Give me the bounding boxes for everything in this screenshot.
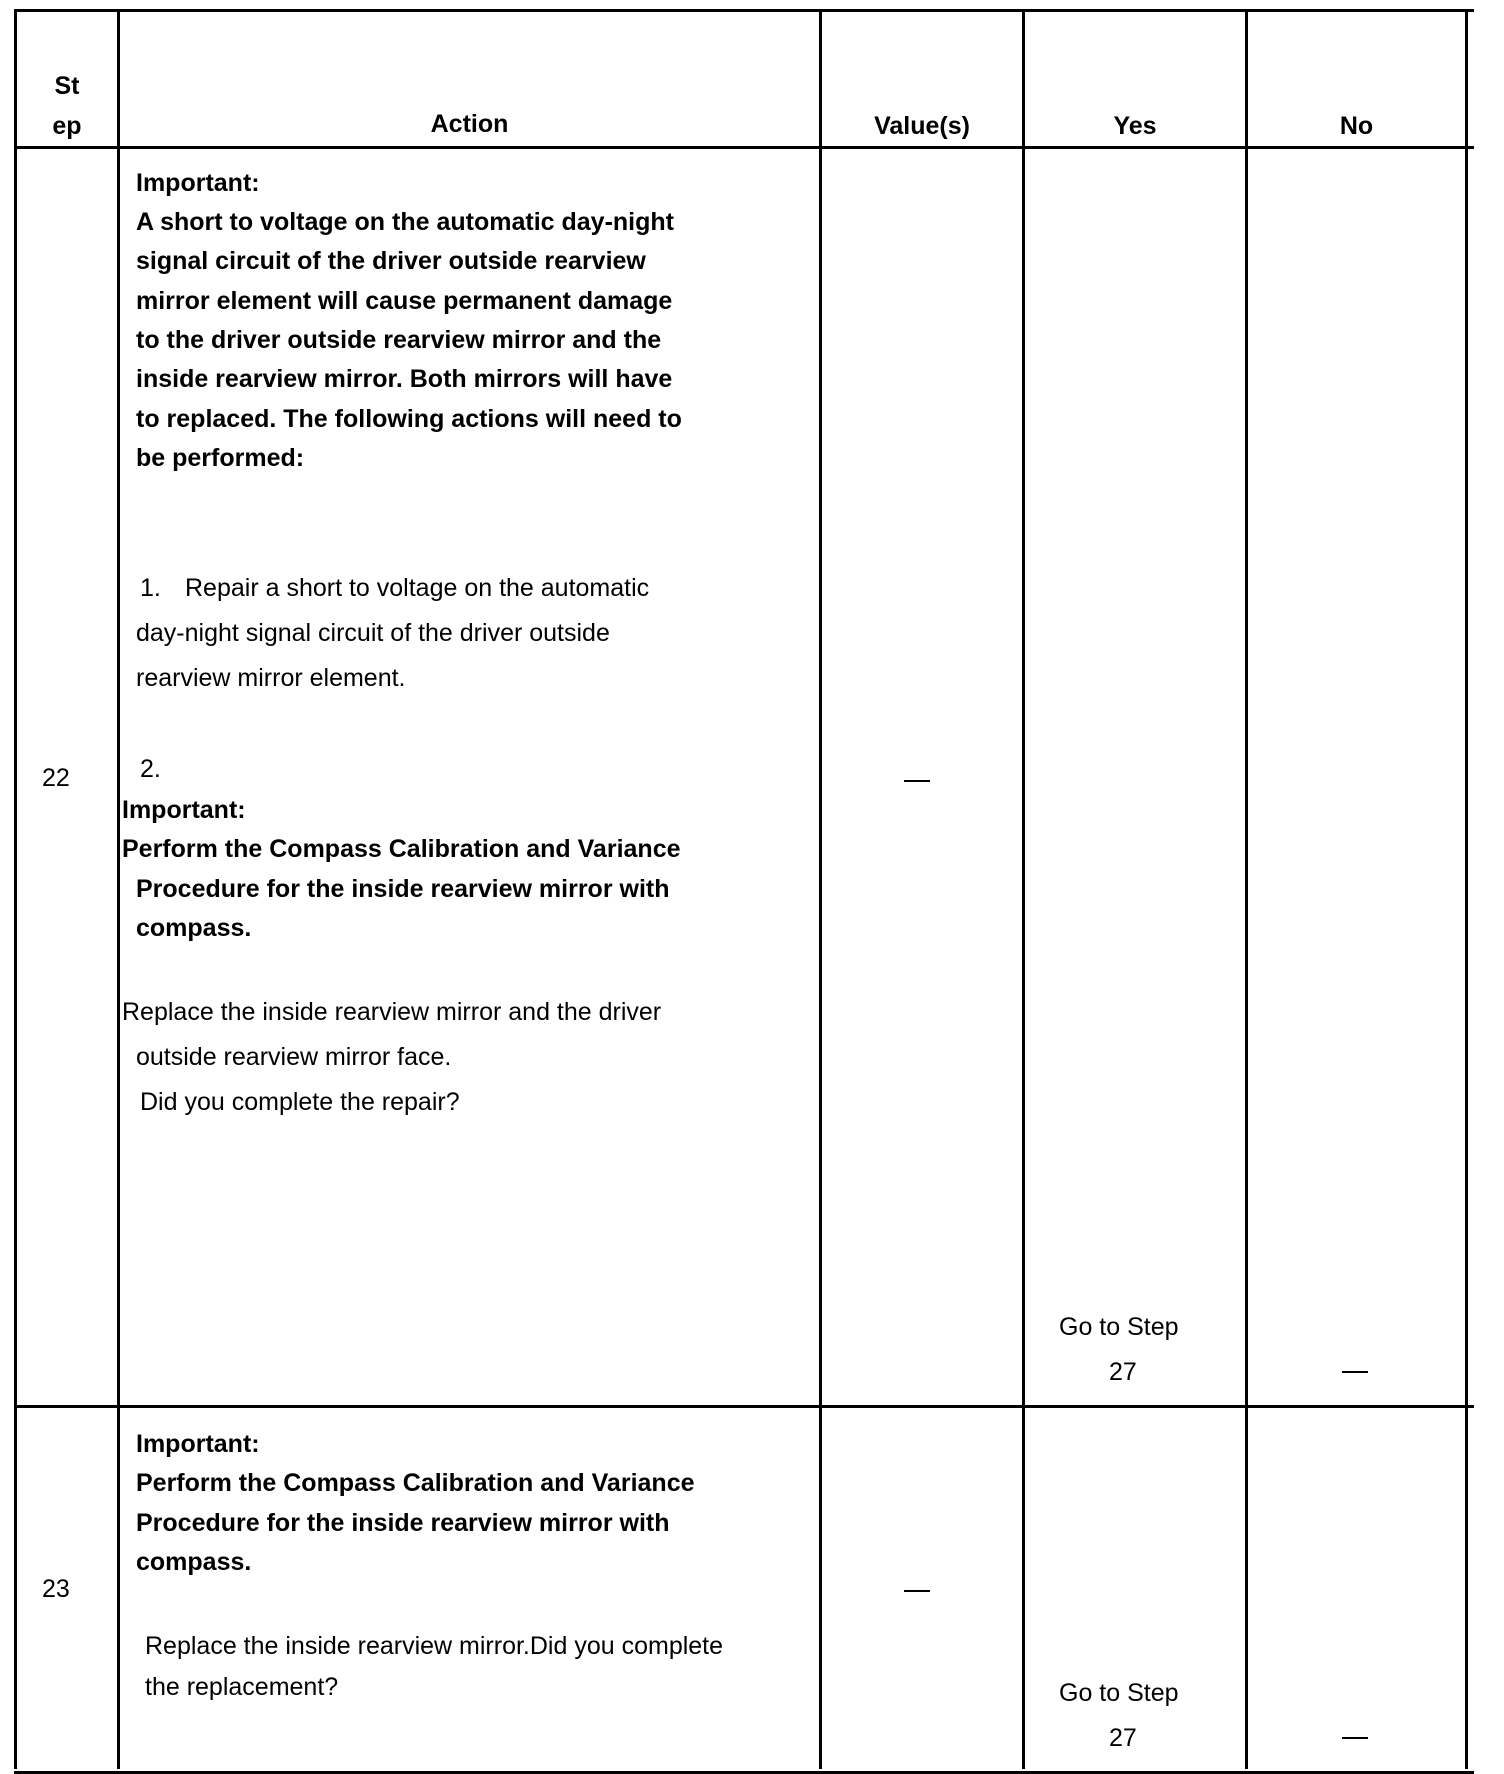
important-label: Important: [122,796,246,824]
question-line: the replacement? [145,1673,339,1701]
table-left-border [14,9,17,1769]
action-text-line: Replace the inside rearview mirror and the driver [122,998,662,1026]
action-text-line: outside rearview mirror face. [136,1043,452,1071]
column-divider-step [117,9,120,1769]
action-text-line: Replace the inside rearview mirror.Did you complete [145,1632,724,1660]
table-right-border [1465,9,1468,1769]
yes-goto-line1: Go to Step [1059,1679,1179,1707]
header-yes: Yes [1113,112,1157,140]
value-dash [904,1590,930,1592]
yes-goto-step-link[interactable]: 27 [1109,1724,1137,1752]
yes-goto-line1: Go to Step [1059,1313,1179,1341]
no-dash [1342,1371,1368,1373]
value-dash [904,780,930,782]
list-item-number: 1. [140,574,161,602]
header-step-line2: ep [52,112,82,140]
important-line: compass. [136,1548,252,1576]
important-line: Procedure for the inside rearview mirror with [136,875,670,903]
header-no: No [1339,112,1374,140]
important-label: Important: [136,169,260,197]
important-line: Perform the Compass Calibration and Variance [136,1469,695,1497]
no-dash [1342,1737,1368,1739]
important-line: to replaced. The following actions will need to [136,405,682,433]
column-divider-values [1022,9,1025,1769]
question-line: Did you complete the repair? [140,1088,460,1116]
yes-goto-step-link[interactable]: 27 [1109,1358,1137,1386]
header-step-line1: St [54,72,80,100]
action-text-line: day-night signal circuit of the driver outside [136,619,610,647]
important-line: inside rearview mirror. Both mirrors will have [136,365,673,393]
header-action: Action [430,110,509,138]
important-line: A short to voltage on the automatic day-night [136,208,674,236]
important-line: compass. [136,914,252,942]
step-number: 23 [42,1575,70,1603]
action-text-line: rearview mirror element. [136,664,406,692]
row-divider [14,1405,1474,1408]
action-text-line: Repair a short to voltage on the automatic [185,574,650,602]
header-values: Value(s) [874,112,970,140]
step-number: 22 [42,764,70,792]
column-divider-yes [1245,9,1248,1769]
important-line: Perform the Compass Calibration and Variance [122,835,681,863]
important-line: mirror element will cause permanent damage [136,287,673,315]
table-top-border [14,9,1474,12]
important-line: signal circuit of the driver outside rearview [136,247,646,275]
header-bottom-border [14,146,1474,149]
list-item-number: 2. [140,755,161,783]
important-line: Procedure for the inside rearview mirror with [136,1509,670,1537]
important-line: to the driver outside rearview mirror and the [136,326,662,354]
important-label: Important: [136,1430,260,1458]
column-divider-action [819,9,822,1769]
important-line: be performed: [136,444,305,472]
